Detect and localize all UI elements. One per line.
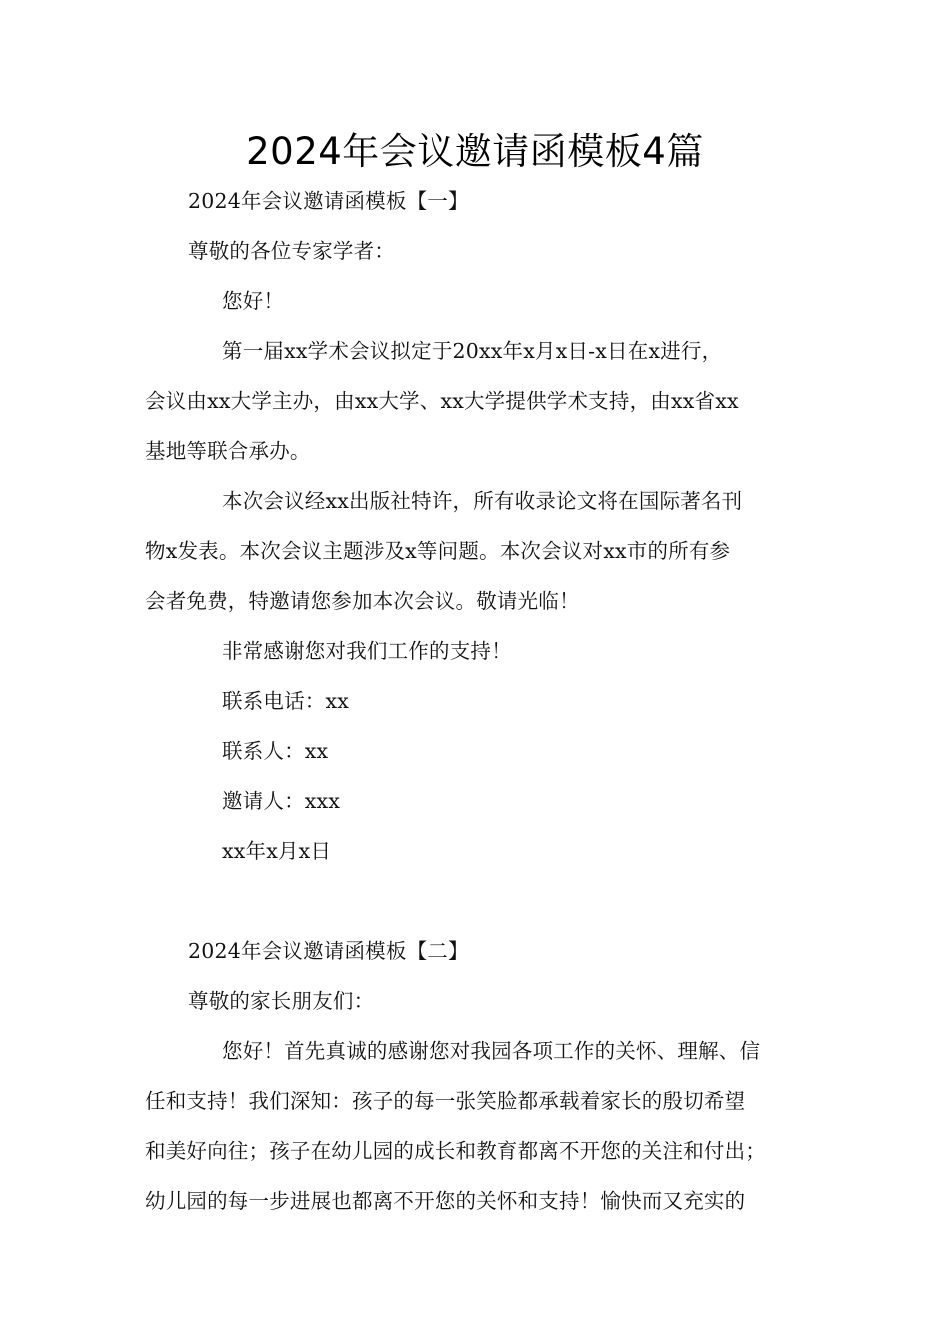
section1-salutation: 尊敬的各位专家学者： xyxy=(188,239,395,263)
section2-para1-line2: 任和支持！我们深知：孩子的每一张笑脸都承载着家长的殷切希望 xyxy=(145,1089,746,1113)
section1-para2-line1: 本次会议经xx出版社特许，所有收录论文将在国际著名刊 xyxy=(222,489,743,513)
section2-para1-line3: 和美好向往；孩子在幼儿园的成长和教育都离不开您的关注和付出； xyxy=(145,1139,766,1163)
section1-para1-line3: 基地等联合承办。 xyxy=(145,439,311,463)
section2-heading: 2024年会议邀请函模板【二】 xyxy=(188,939,469,963)
section1-para2-line3: 会者免费，特邀请您参加本次会议。敬请光临！ xyxy=(145,589,580,613)
document-title: 2024年会议邀请函模板4篇 xyxy=(246,130,704,173)
section2-para1-line4: 幼儿园的每一步进展也都离不开您的关怀和支持！愉快而又充实的 xyxy=(145,1189,746,1213)
section2-salutation: 尊敬的家长朋友们： xyxy=(188,989,375,1013)
section1-thanks: 非常感谢您对我们工作的支持！ xyxy=(222,639,512,663)
section1-date: xx年x月x日 xyxy=(222,839,332,863)
section1-para1-line2: 会议由xx大学主办，由xx大学、xx大学提供学术支持，由xx省xx xyxy=(145,389,739,413)
section1-contact: 联系人：xx xyxy=(222,739,329,763)
section2-para1-line1: 您好！首先真诚的感谢您对我园各项工作的关怀、理解、信 xyxy=(222,1039,761,1063)
section1-para2-line2: 物x发表。本次会议主题涉及x等问题。本次会议对xx市的所有参 xyxy=(145,539,731,563)
section1-heading: 2024年会议邀请函模板【一】 xyxy=(188,189,469,213)
section1-phone: 联系电话：xx xyxy=(222,689,350,713)
section1-greeting: 您好！ xyxy=(222,289,285,313)
section1-inviter: 邀请人：xxx xyxy=(222,789,341,813)
section1-para1-line1: 第一届xx学术会议拟定于20xx年x月x日-x日在x进行， xyxy=(222,339,723,363)
